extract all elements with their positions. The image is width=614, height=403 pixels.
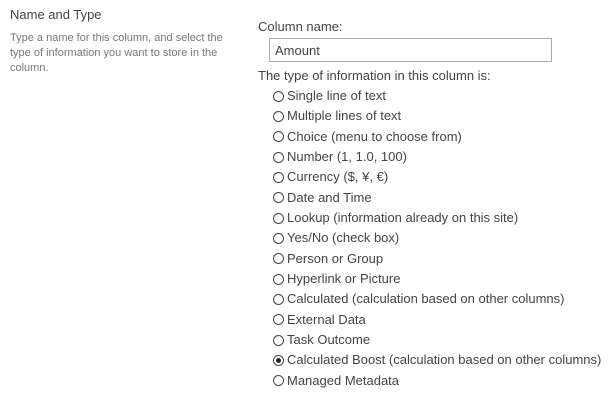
- radio-button-icon[interactable]: [273, 111, 284, 122]
- column-type-radio-group: [258, 86, 608, 391]
- radio-option-label: Task Outcome: [287, 332, 371, 348]
- radio-button-icon[interactable]: [273, 294, 284, 305]
- radio-button-icon[interactable]: [273, 233, 284, 244]
- radio-option-person-or-group[interactable]: [258, 249, 608, 269]
- type-prompt-label: The type of information in this column is:: [258, 68, 491, 83]
- radio-option-label: Number (1, 1.0, 100): [287, 149, 407, 165]
- radio-button-icon[interactable]: [273, 192, 284, 203]
- radio-option-number[interactable]: [258, 147, 608, 167]
- radio-option-managed-metadata[interactable]: [258, 371, 608, 391]
- radio-button-icon[interactable]: [273, 172, 284, 183]
- radio-option-label: External Data: [287, 311, 366, 327]
- radio-option-choice[interactable]: [258, 127, 608, 147]
- radio-option-calculated-boost[interactable]: [258, 350, 608, 370]
- radio-option-label: Managed Metadata: [287, 372, 400, 388]
- radio-option-label: Yes/No (check box): [287, 230, 400, 246]
- section-description: Type a name for this column, and select the type of information you want to store in the column.: [10, 32, 223, 74]
- radio-option-date-and-time[interactable]: [258, 188, 608, 208]
- radio-button-icon[interactable]: [273, 274, 284, 285]
- radio-option-multiple-lines-of-text[interactable]: [258, 106, 608, 126]
- radio-button-icon[interactable]: [273, 335, 284, 346]
- radio-option-external-data[interactable]: [258, 310, 608, 330]
- radio-option-label: Date and Time: [287, 189, 372, 205]
- radio-button-icon[interactable]: [273, 213, 284, 224]
- column-settings: [258, 19, 608, 391]
- radio-option-currency[interactable]: [258, 167, 608, 187]
- radio-option-lookup[interactable]: [258, 208, 608, 228]
- radio-option-label: Choice (menu to choose from): [287, 128, 462, 144]
- radio-button-icon[interactable]: [273, 375, 284, 386]
- radio-option-label: Person or Group: [287, 250, 384, 266]
- radio-option-label: Calculated Boost (calculation based on other columns): [287, 352, 602, 368]
- radio-option-hyperlink-or-picture[interactable]: [258, 269, 608, 289]
- section-info: [10, 6, 235, 76]
- radio-option-label: Single line of text: [287, 88, 387, 104]
- radio-option-label: Calculated (calculation based on other columns): [287, 291, 565, 307]
- radio-button-icon[interactable]: [273, 253, 284, 264]
- section-title: Name and Type: [10, 7, 102, 22]
- radio-option-label: Currency ($, ¥, €): [287, 169, 389, 185]
- radio-option-task-outcome[interactable]: [258, 330, 608, 350]
- radio-button-icon[interactable]: [273, 152, 284, 163]
- radio-option-yes-no[interactable]: [258, 228, 608, 248]
- column-name-input[interactable]: [269, 38, 552, 62]
- radio-option-calculated[interactable]: [258, 289, 608, 309]
- radio-button-icon[interactable]: [273, 91, 284, 102]
- radio-button-icon[interactable]: [273, 355, 284, 366]
- radio-button-icon[interactable]: [273, 314, 284, 325]
- radio-option-label: Multiple lines of text: [287, 108, 402, 124]
- radio-option-single-line-of-text[interactable]: [258, 86, 608, 106]
- column-name-label: Column name:: [258, 19, 343, 34]
- radio-button-icon[interactable]: [273, 131, 284, 142]
- radio-option-label: Lookup (information already on this site): [287, 210, 519, 226]
- radio-option-label: Hyperlink or Picture: [287, 271, 401, 287]
